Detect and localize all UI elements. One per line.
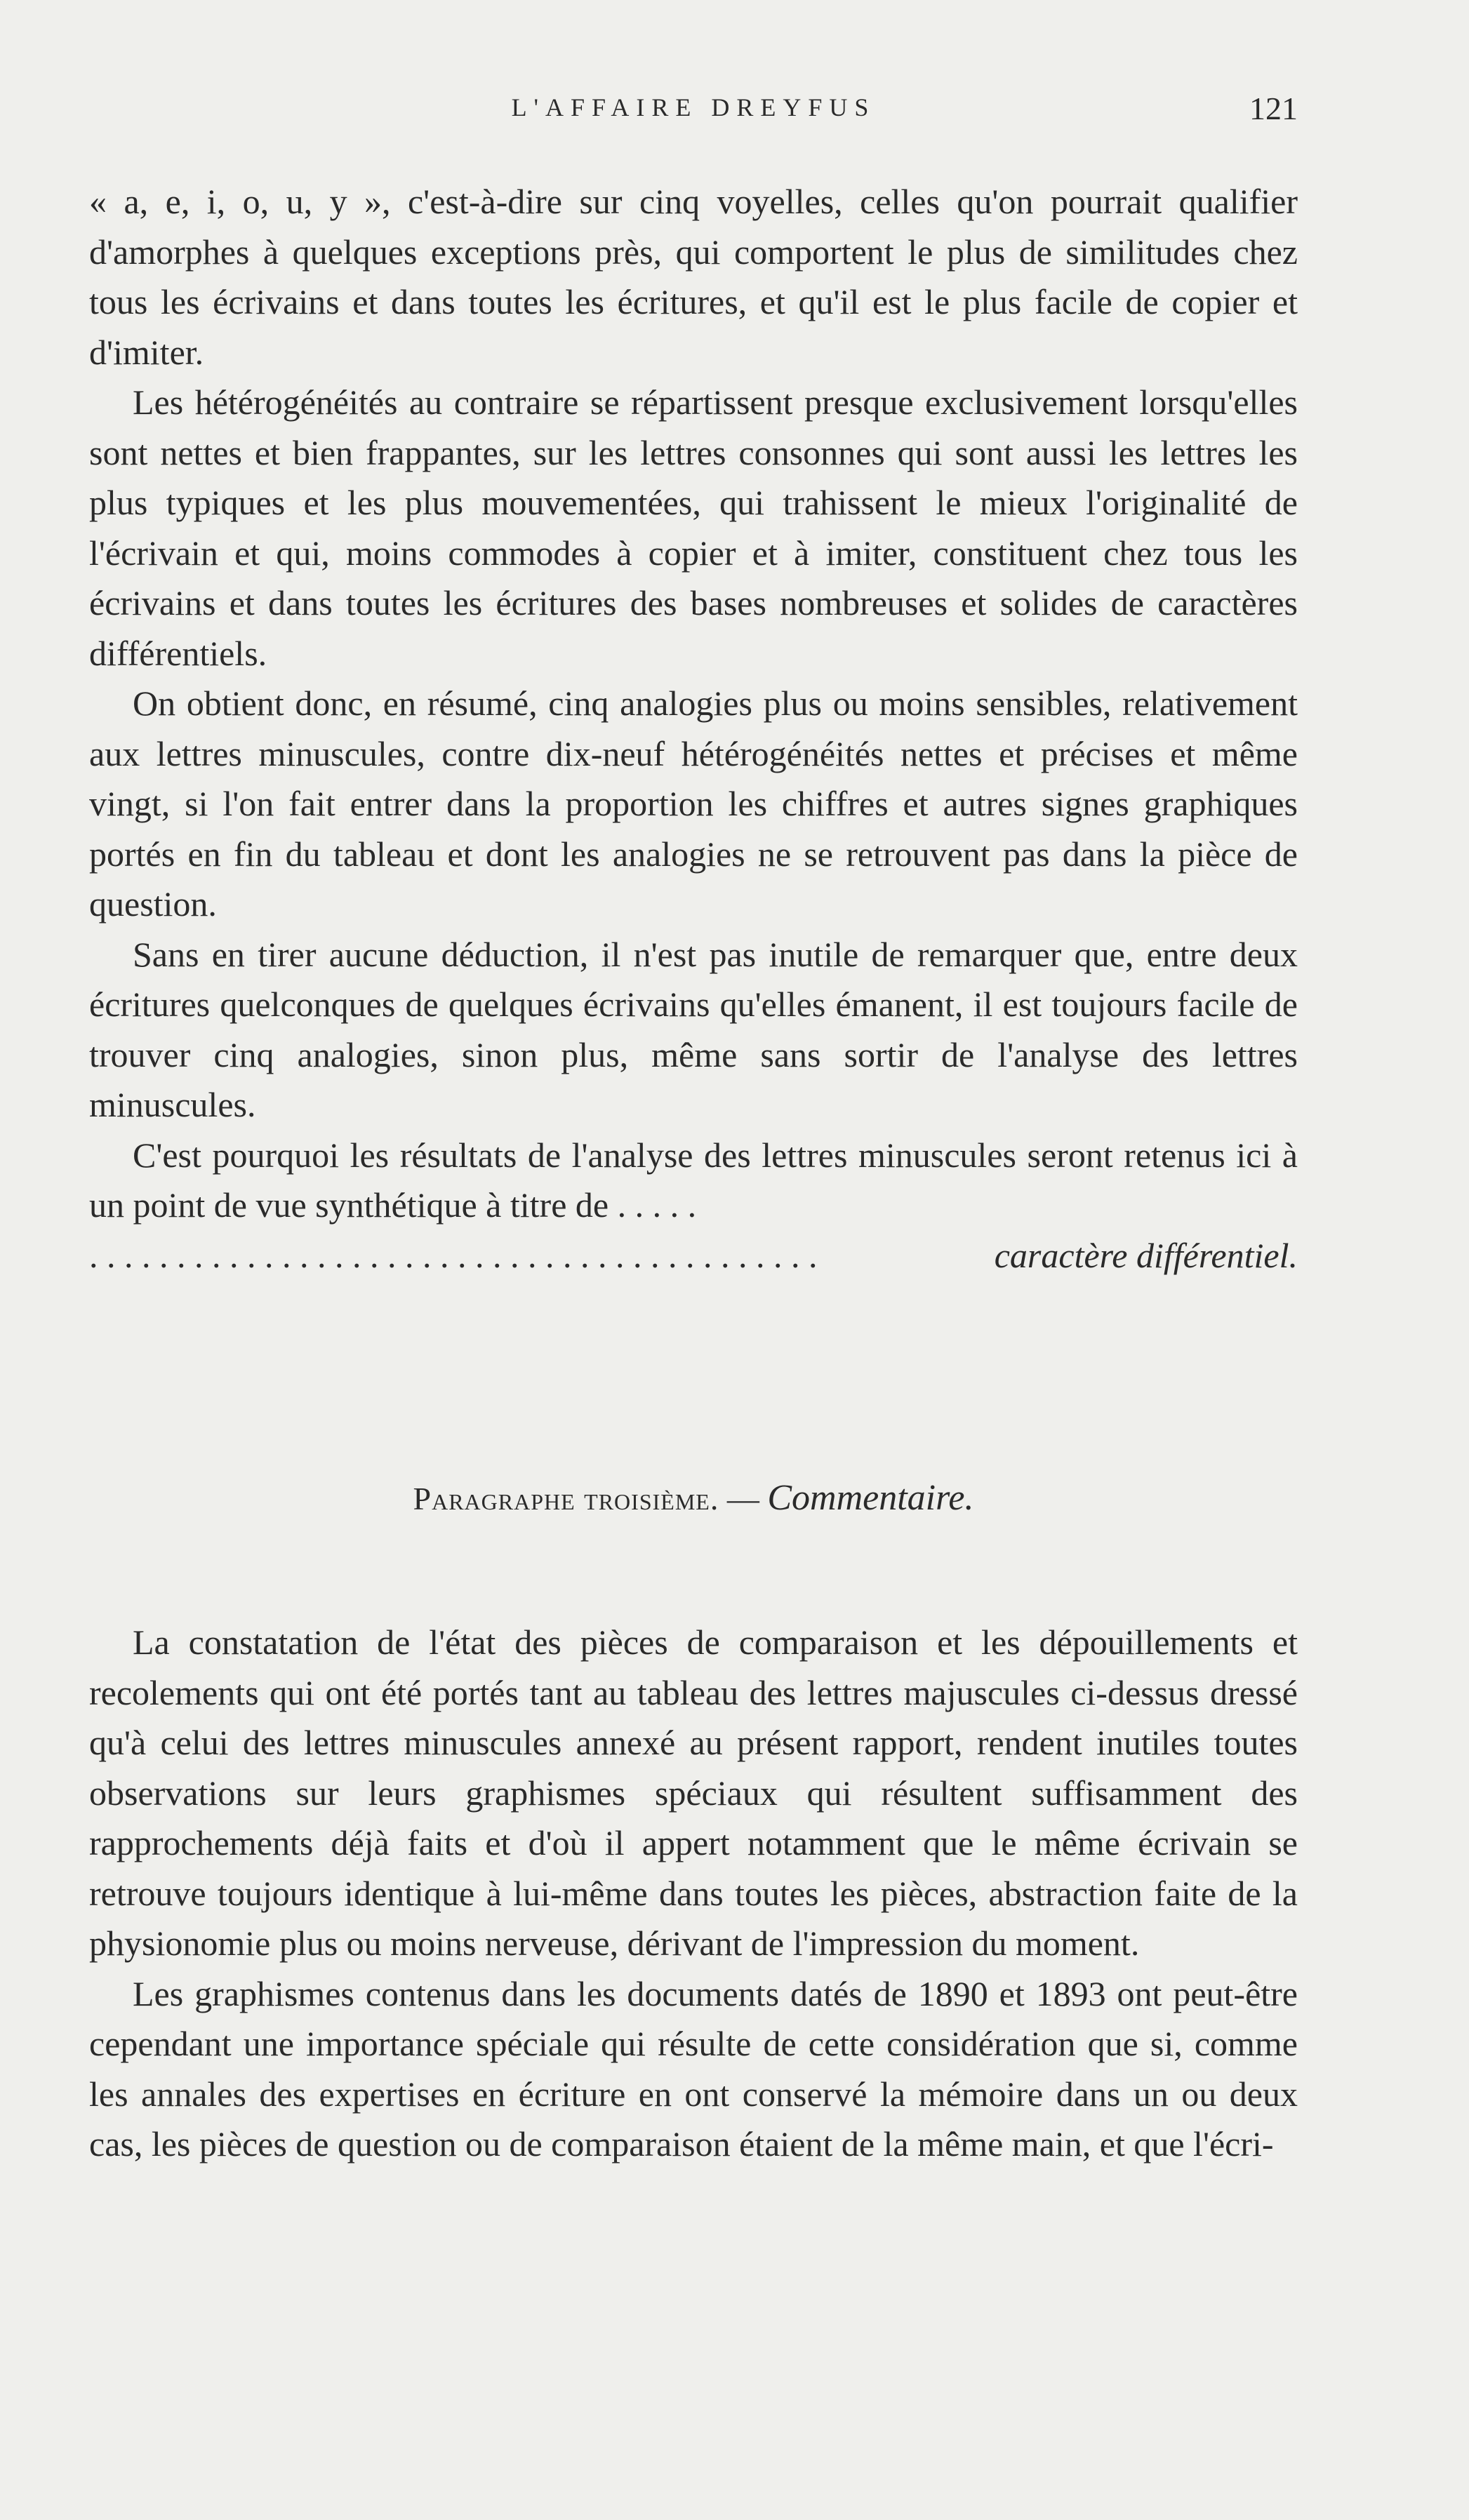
section-title: Commentaire. [767, 1478, 974, 1518]
text-block-upper [89, 177, 1298, 1281]
page-number: 121 [1249, 91, 1298, 126]
paragraph-vowels: « a, e, i, o, u, y », c'est-à-dire sur cinq voyelles, celles qu'on pourrait qualifier d'amorphes à quelques exceptions près, qui comportent le plus de similitudes chez tous les écrivains et dans toutes les écritures, et qu'il est le plus facile de copier et d'imiter. [89, 182, 1298, 372]
paragraph-analogies: Sans en tirer aucune déduction, il n'est pas inutile de remarquer que, entre deux écritures quelconques de quelques écrivains qu'elles émanent, il est toujours facile de trouver cinq analogies, sinon plus, même sans sortir de l'analyse des lettres minuscules. [89, 934, 1298, 1124]
paragraph-graphismes: Les graphismes contenus dans les documents datés de 1890 et 1893 ont peut-être cependant une importance spéciale qui résulte de cette considération que si, comme les annales des expertises en écriture en ont conservé la mémoire dans un ou deux cas, les pièces de question ou de comparaison étaient de la même main, et que l'écri- [89, 1973, 1298, 2164]
final-phrase: caractère différentiel. [994, 1235, 1298, 1275]
leader-fill [89, 1231, 995, 1281]
paragraph-summary: On obtient donc, en résumé, cinq analogies plus ou moins sensibles, relativement aux lettres minuscules, contre dix-neuf hétérogénéités nettes et précises et même vingt, si l'on fait entrer dans la proportion les chiffres et autres signes graphiques portés en fin du tableau et dont les analogies ne se retrouvent pas dans la pièce de question. [89, 684, 1298, 924]
paragraph-heterogeneities: Les hétérogénéités au contraire se répartissent presque exclusivement lorsqu'elles sont nettes et bien frappantes, sur les lettres consonnes qui sont aussi les lettres les plus typiques et les plus mouvementées, qui trahissent le mieux l'originalité de l'écrivain et qui, moins commodes à copier et à imiter, constituent chez tous les écrivains et dans toutes les écritures des bases nombreuses et solides de caractères différentiels. [89, 382, 1298, 673]
dotted-leader-line [89, 1231, 1298, 1281]
section-dash: — [726, 1481, 759, 1516]
conclusion-text: C'est pourquoi les résultats de l'analyse des lettres minuscules seront retenus ici à un point de vue synthétique à titre de [89, 1135, 1298, 1225]
section-label: Paragraphe troisième. [413, 1481, 719, 1516]
paragraph-constatation: La constatation de l'état des pièces de comparaison et les dépouillements et recolements qui ont été portés tant au tableau des lettres majuscules ci-dessus dressé qu'à celui des lettres minuscules annexé au présent rapport, rendent inutiles toutes observations sur leurs graphismes spéciaux qui résultent suffisamment des rapprochements déjà faits et d'où il appert notamment que le même écrivain se retrouve toujours identique à lui-même dans toutes les pièces, abstraction faite de la physionomie plus ou moins nerveuse, dérivant de l'impression du moment. [89, 1622, 1298, 1963]
leader-dots: . . . . . [617, 1185, 697, 1225]
running-head [89, 90, 1298, 132]
paragraph-conclusion [89, 1131, 1298, 1231]
section-heading [89, 1477, 1298, 1519]
text-block-lower [89, 1618, 1298, 2170]
running-title: L'AFFAIRE DREYFUS [511, 93, 876, 121]
